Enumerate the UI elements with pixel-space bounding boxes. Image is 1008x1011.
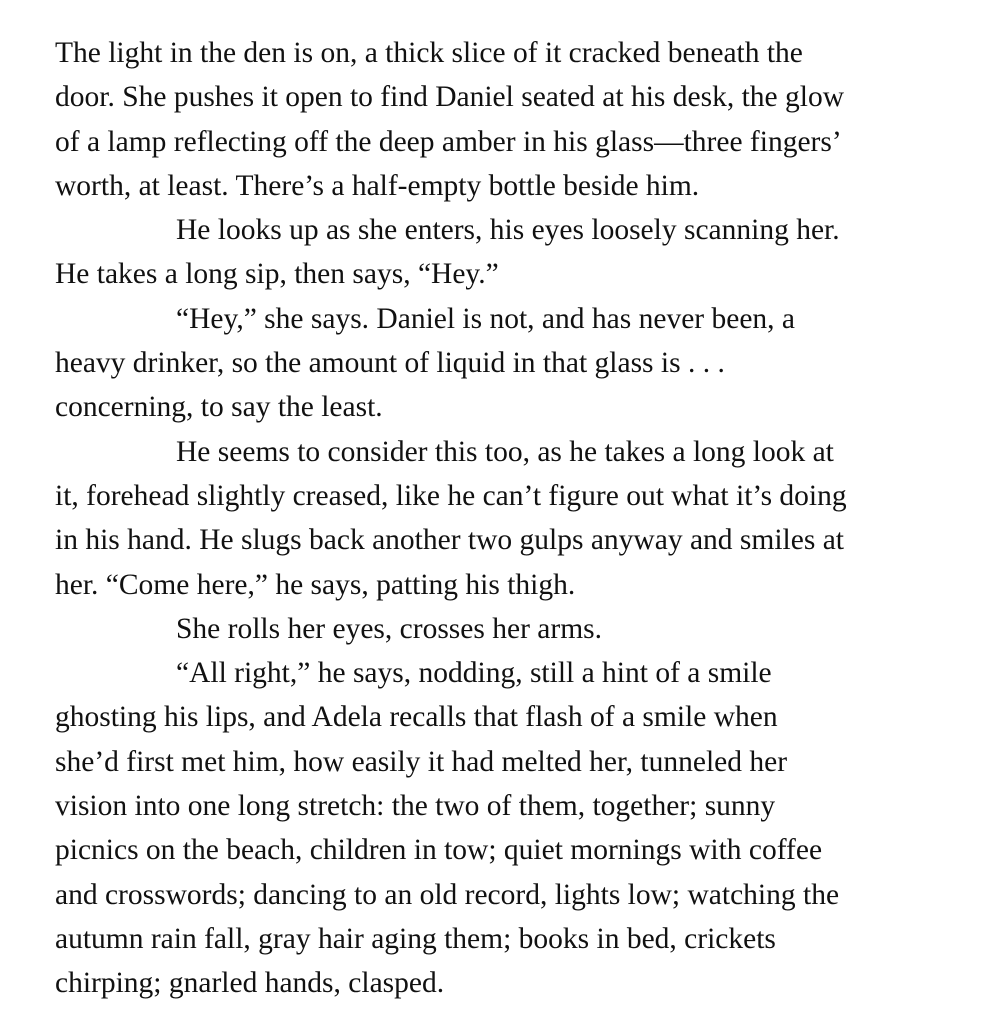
paragraph-hey [55, 297, 965, 430]
text-line: of a lamp reflecting off the deep amber in his glass—three fingers’ [55, 125, 842, 158]
text-line: her. “Come here,” he says, patting his thigh. [55, 568, 576, 601]
text-line: picnics on the beach, children in tow; quiet mornings with coffee [55, 834, 823, 867]
paragraph-all-right [55, 651, 965, 1005]
text-line: concerning, to say the least. [55, 391, 383, 424]
text-line: He seems to consider this too, as he takes a long look at [176, 435, 834, 468]
paragraph-considers [55, 430, 965, 607]
text-line: worth, at least. There’s a half-empty bottle beside him. [55, 169, 700, 202]
text-line: autumn rain fall, gray hair aging them; books in bed, crickets [55, 922, 776, 955]
text-line: ghosting his lips, and Adela recalls that flash of a smile when [55, 701, 778, 734]
text-line: heavy drinker, so the amount of liquid in that glass is . . . [55, 347, 725, 380]
paragraph-looks-up [55, 208, 965, 297]
text-line: He looks up as she enters, his eyes loosely scanning her. [176, 214, 840, 247]
text-line: door. She pushes it open to find Daniel seated at his desk, the glow [55, 81, 844, 114]
text-line: she’d first met him, how easily it had melted her, tunneled her [55, 745, 788, 778]
text-line: vision into one long stretch: the two of them, together; sunny [55, 790, 776, 823]
text-line: The light in the den is on, a thick slice of it cracked beneath the [55, 37, 803, 69]
text-line: “Hey,” she says. Daniel is not, and has never been, a [176, 302, 796, 335]
text-line: He takes a long sip, then says, “Hey.” [55, 258, 499, 291]
text-line: it, forehead slightly creased, like he can’t figure out what it’s doing [55, 479, 847, 512]
text-line: chirping; gnarled hands, clasped. [55, 967, 445, 1000]
paragraph-opening [55, 31, 965, 208]
text-line: and crosswords; dancing to an old record, lights low; watching the [55, 878, 840, 911]
text-line: She rolls her eyes, crosses her arms. [176, 612, 602, 645]
text-line: “All right,” he says, nodding, still a hint of a smile [176, 657, 772, 690]
document-page [55, 31, 965, 1006]
text-line: in his hand. He slugs back another two gulps anyway and smiles at [55, 524, 844, 557]
paragraph-rolls-eyes [55, 607, 965, 651]
